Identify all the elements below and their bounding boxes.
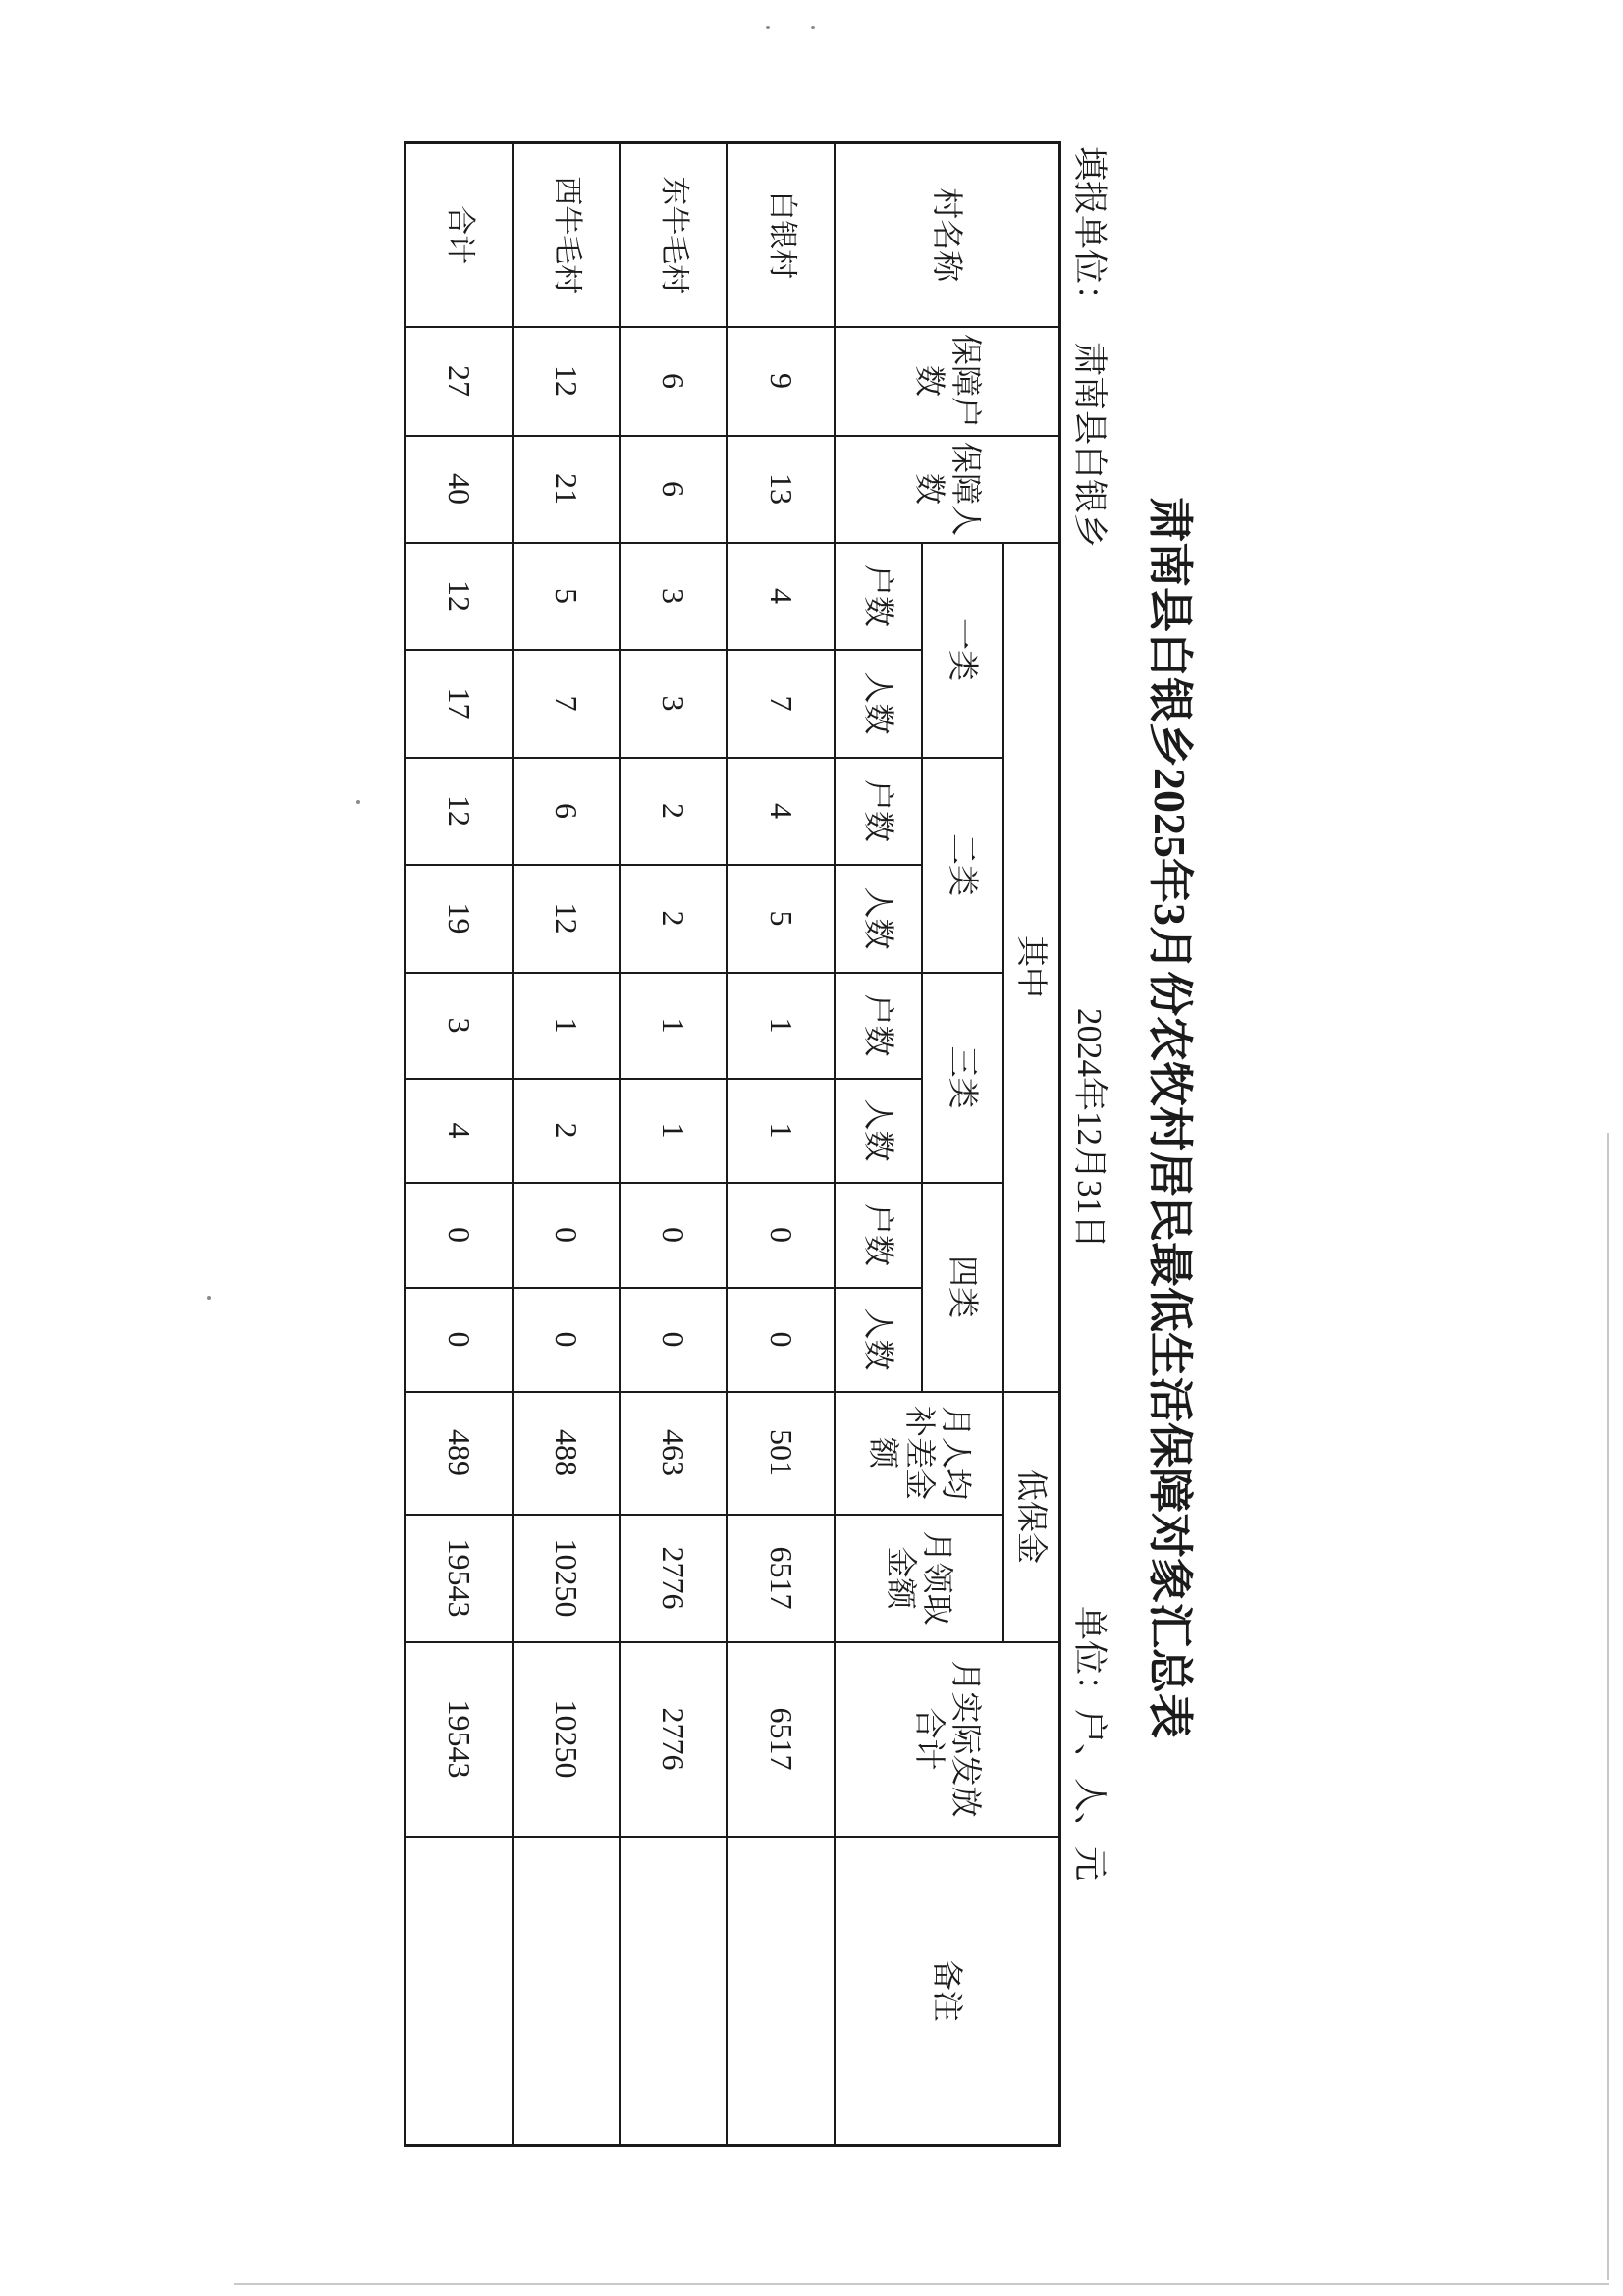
cell-monthly-amount: 6517 [728,1515,836,1642]
header-households-label: 保障户数 [911,333,984,428]
cell-class4-persons: 0 [728,1288,836,1392]
cell-persons: 6 [621,436,728,543]
header-households [836,327,1060,436]
cell-avg-monthly-subsidy: 463 [621,1392,728,1515]
header-class3-persons: 人数 [836,1079,923,1183]
table-row-total [406,143,514,2146]
cell-remarks [621,1837,728,2146]
cell-class3-persons: 1 [621,1079,728,1183]
cell-village-name: 东牛毛村 [621,143,728,327]
cell-class1-persons: 7 [514,650,621,758]
cell-class4-persons: 0 [406,1288,514,1392]
header-village: 村名称 [836,143,1060,327]
table-row [621,143,728,2146]
cell-avg-monthly-subsidy: 488 [514,1392,621,1515]
cell-monthly-amount: 2776 [621,1515,728,1642]
cell-remarks [728,1837,836,2146]
cell-class4-persons: 0 [621,1288,728,1392]
reporting-unit [1070,146,1108,548]
cell-class4-households: 0 [514,1183,621,1288]
cell-class1-persons: 3 [621,650,728,758]
cell-persons: 13 [728,436,836,543]
cell-class1-households: 12 [406,543,514,650]
cell-class3-persons: 1 [728,1079,836,1183]
header-class2-households: 户数 [836,758,923,865]
header-class3: 三类 [923,973,1004,1183]
cell-class3-households: 1 [514,973,621,1079]
cell-class2-households: 12 [406,758,514,865]
cell-persons: 21 [514,436,621,543]
cell-monthly-total: 10250 [514,1642,621,1837]
cell-class3-households: 1 [728,973,836,1079]
header-avg-monthly-subsidy-label: 月人均补差金额 [866,1406,974,1501]
cell-class2-households: 4 [728,758,836,865]
cell-households: 27 [406,327,514,436]
header-of-which: 其中 [1004,543,1060,1392]
document-title: 肃南县白银乡2025年3月份农牧村居民最低生活保障对象汇总表 [1145,497,1195,1738]
header-class4-households: 户数 [836,1183,923,1288]
cell-class1-persons: 7 [728,650,836,758]
cell-class3-persons: 2 [514,1079,621,1183]
cell-class2-persons: 19 [406,865,514,973]
cell-village-name: 西牛毛村 [514,143,621,327]
header-class1-households: 户数 [836,543,923,650]
cell-remarks [514,1837,621,2146]
reporting-unit-name: 肃南县白银乡 [1070,342,1109,549]
cell-households: 9 [728,327,836,436]
cell-monthly-total: 19543 [406,1642,514,1837]
header-class1-persons: 人数 [836,650,923,758]
header-monthly-amount-label: 月领取金额 [884,1530,956,1626]
scan-speck [766,26,770,29]
cell-class4-households: 0 [406,1183,514,1288]
scan-speck [811,26,815,29]
header-monthly-total-label: 月实际发放合计 [911,1660,984,1818]
header-class2-persons: 人数 [836,865,923,973]
header-class4-persons: 人数 [836,1288,923,1392]
cell-households: 6 [621,327,728,436]
header-monthly-amount [836,1515,1004,1642]
header-class3-households: 户数 [836,973,923,1079]
cell-class4-households: 0 [621,1183,728,1288]
cell-class4-persons: 0 [514,1288,621,1392]
header-remarks: 备注 [836,1837,1060,2146]
cell-avg-monthly-subsidy: 489 [406,1392,514,1515]
cell-avg-monthly-subsidy: 501 [728,1392,836,1515]
measurement-units: 单位：户、人、元 [1070,1606,1109,1882]
cell-class2-households: 6 [514,758,621,865]
cell-households: 12 [514,327,621,436]
cell-class3-households: 1 [621,973,728,1079]
table-row [728,143,836,2146]
header-monthly-total [836,1642,1060,1837]
cell-village-name: 白银村 [728,143,836,327]
cell-class2-persons: 12 [514,865,621,973]
cell-class2-persons: 2 [621,865,728,973]
summary-table [404,141,1061,2147]
cell-class1-persons: 17 [406,650,514,758]
header-persons [836,436,1060,543]
scan-speck [207,1296,211,1300]
header-allowance: 低保金 [1004,1392,1060,1642]
cell-class1-households: 3 [621,543,728,650]
header-class1: 一类 [923,543,1004,758]
cell-remarks [406,1837,514,2146]
cell-monthly-total: 6517 [728,1642,836,1837]
cell-class4-households: 0 [728,1183,836,1288]
scan-edge-line [234,2283,1609,2285]
cell-total-label: 合计 [406,143,514,327]
cell-class2-persons: 5 [728,865,836,973]
cell-class2-households: 2 [621,758,728,865]
cell-class3-households: 3 [406,973,514,1079]
cell-persons: 40 [406,436,514,543]
scan-speck [356,800,360,804]
cell-monthly-amount: 10250 [514,1515,621,1642]
header-persons-label: 保障人数 [911,441,984,536]
header-class4: 四类 [923,1183,1004,1392]
cell-monthly-amount: 19543 [406,1515,514,1642]
header-class2: 二类 [923,758,1004,973]
cell-monthly-total: 2776 [621,1642,728,1837]
header-row [1004,143,1060,2146]
cell-class1-households: 4 [728,543,836,650]
report-date: 2024年12月31日 [1070,1008,1109,1250]
reporting-unit-label: 填报单位： [1070,146,1109,319]
header-avg-monthly-subsidy [836,1392,1004,1515]
table-row [514,143,621,2146]
cell-class3-persons: 4 [406,1079,514,1183]
cell-class1-households: 5 [514,543,621,650]
scan-edge-line [1607,1133,1609,2280]
